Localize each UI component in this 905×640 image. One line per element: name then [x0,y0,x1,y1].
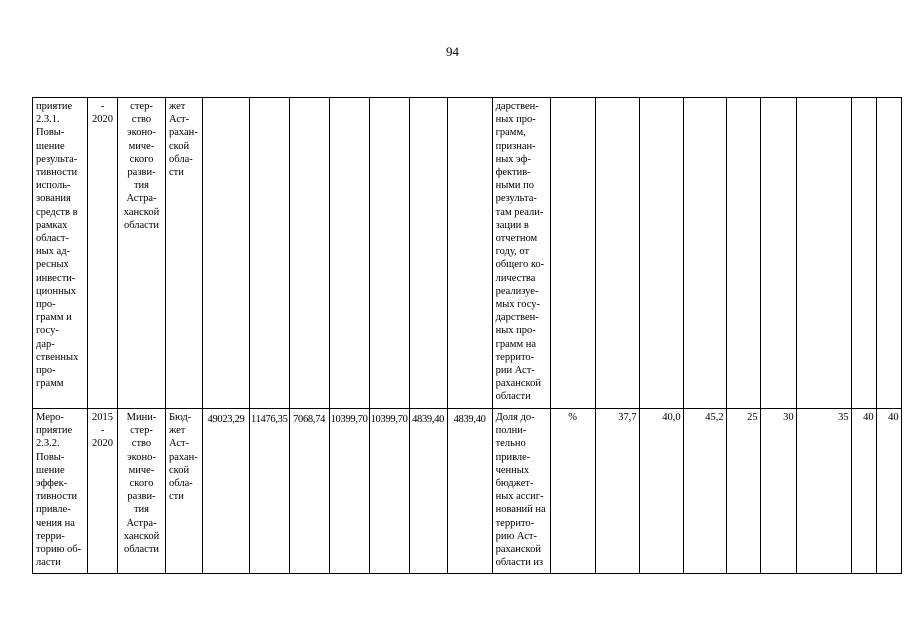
funding-year-6: 4839,40 [447,409,492,574]
funding-year-1: 11476,35 [250,409,290,574]
funding-year-4 [369,98,409,409]
indicator-value-4 [726,98,760,409]
indicator-value-8 [876,98,901,409]
indicator-value-6: 35 [796,409,851,574]
indicator-value-8: 40 [876,409,901,574]
funding-year-1 [250,98,290,409]
funding-year-5 [409,98,447,409]
funding-year-5: 4839,40 [409,409,447,574]
funding-source: Бюд- жет Аст- рахан- ской обла- сти [166,409,203,574]
indicator-value-1 [595,98,639,409]
period: 2015 - 2020 [88,409,118,574]
indicator-value-7 [851,98,876,409]
executor: Мини- стер- ство эконо- миче- ского разви- тия Астра- ханской области [118,409,166,574]
funding-year-6 [447,98,492,409]
table-row [33,409,902,574]
measure-name: Меро- приятие 2.3.2. Повы- шение эффек- тивности привле- чения на терри- торию об- ласти [33,409,88,574]
indicator-value-2 [639,98,683,409]
unit: % [550,409,595,574]
indicator: дарствен- ных про- грамм, признан- ных эф- фектив- ными по результа- там реали- зации в отчетном году, от общего ко- личества реализуе- мых госу- дарствен- ных про- грамм на террито- рии Аст- раханской области [492,98,550,409]
indicator-value-6 [796,98,851,409]
indicator-value-3: 45,2 [683,409,726,574]
unit [550,98,595,409]
funding-year-3: 10399,70 [329,409,369,574]
indicator-value-2: 40,0 [639,409,683,574]
funding-year-2 [289,98,329,409]
funding-year-2: 7068,74 [289,409,329,574]
indicator-value-1: 37,7 [595,409,639,574]
indicator-value-7: 40 [851,409,876,574]
executor: стер- ство эконо- миче- ского разви- тия Астра- ханской области [118,98,166,409]
funding-total [203,98,250,409]
period: - 2020 [88,98,118,409]
indicator-value-5: 30 [760,409,796,574]
funding-year-4: 10399,70 [369,409,409,574]
page-number: 94 [446,44,459,59]
indicator-value-3 [683,98,726,409]
funding-source: жет Аст- рахан- ской обла- сти [166,98,203,409]
program-table [32,97,902,574]
indicator-value-5 [760,98,796,409]
funding-year-3 [329,98,369,409]
measure-name: приятие 2.3.1. Повы- шение результа- тивности исполь- зования средств в рамках област- ных ад- ресных инвести- ционных про- грамм и госу- дар- ственных про- грамм [33,98,88,409]
indicator: Доля до- полни- тельно привле- ченных бюджет- ных ассиг- нований на террито- рию Аст- раханской области из [492,409,550,574]
indicator-value-4: 25 [726,409,760,574]
table-row [33,98,902,409]
funding-total: 49023,29 [203,409,250,574]
